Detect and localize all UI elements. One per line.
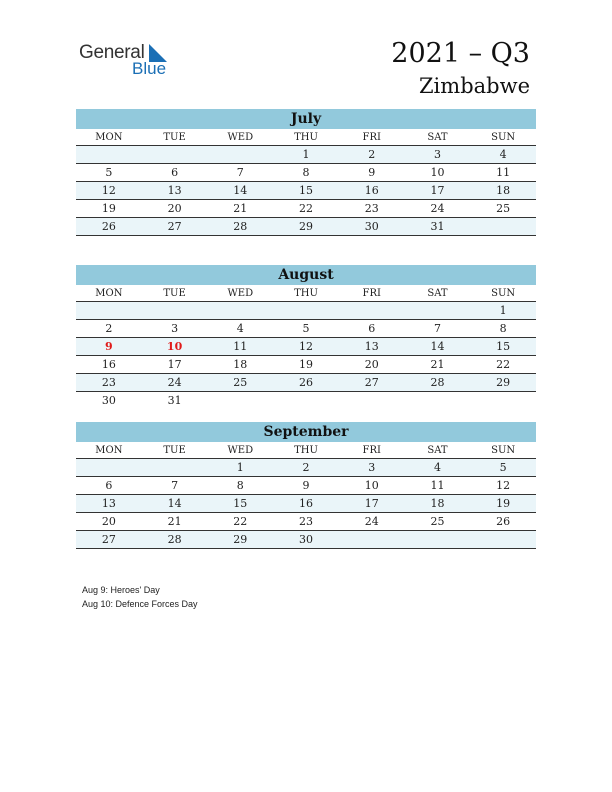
weekday-label: MON [95,132,123,143]
week-row [76,182,536,200]
day-cell: 27 [101,533,116,546]
weekday-label: FRI [362,445,381,456]
day-cell: 10 [430,166,445,179]
weekday-label: SUN [491,132,516,143]
week-row [76,356,536,374]
day-cell: 15 [496,340,511,353]
day-cell: 5 [302,322,310,335]
empty-day-cell [76,146,142,163]
day-cell: 8 [236,479,244,492]
day-cell: 20 [167,202,182,215]
weekday-label: SAT [427,445,448,456]
week-row [76,531,536,549]
empty-day-cell [142,302,208,319]
week-row [76,218,536,236]
week-row [76,338,536,356]
day-cell: 3 [433,148,441,161]
day-cell: 29 [233,533,248,546]
day-cell: 16 [299,497,314,510]
day-cell: 24 [167,376,182,389]
day-cell: 20 [101,515,116,528]
month-calendar-september [76,422,536,549]
empty-day-cell [273,392,339,409]
day-cell: 22 [299,202,314,215]
day-cell: 17 [430,184,445,197]
day-cell: 4 [499,148,507,161]
day-cell: 7 [171,479,179,492]
day-cell: 4 [236,322,244,335]
day-cell: 9 [302,479,310,492]
day-cell: 29 [496,376,511,389]
empty-day-cell [142,459,208,476]
day-cell: 2 [368,148,376,161]
weekday-label: WED [227,288,254,299]
weekday-label: TUE [163,132,186,143]
day-cell: 16 [101,358,116,371]
empty-day-cell [339,302,405,319]
day-cell: 12 [299,340,314,353]
day-cell: 1 [499,304,507,317]
week-row [76,200,536,218]
weekday-label: WED [227,132,254,143]
weekday-label: MON [95,445,123,456]
day-cell: 3 [368,461,376,474]
day-cell: 21 [430,358,445,371]
day-cell: 22 [233,515,248,528]
day-cell: 29 [299,220,314,233]
day-cell: 12 [496,479,511,492]
week-row [76,374,536,392]
weekday-header-row [76,129,536,146]
weekday-label: SAT [427,132,448,143]
weekday-label: THU [294,288,318,299]
weekday-label: SUN [491,288,516,299]
weekday-header-row [76,285,536,302]
day-cell: 18 [430,497,445,510]
day-cell: 14 [430,340,445,353]
month-title: July [76,109,536,129]
weekday-label: TUE [163,445,186,456]
empty-day-cell [470,218,536,235]
day-cell: 8 [302,166,310,179]
week-row [76,459,536,477]
weekday-label: FRI [362,132,381,143]
day-cell: 7 [236,166,244,179]
empty-day-cell [405,392,471,409]
month-title: August [76,265,536,285]
empty-day-cell [207,392,273,409]
day-cell: 19 [496,497,511,510]
day-cell: 18 [496,184,511,197]
empty-day-cell [339,392,405,409]
day-cell: 27 [167,220,182,233]
empty-day-cell [76,459,142,476]
day-cell: 24 [430,202,445,215]
weekday-label: SAT [427,288,448,299]
week-row [76,146,536,164]
day-cell: 22 [496,358,511,371]
weekday-label: MON [95,288,123,299]
weekday-label: THU [294,445,318,456]
day-cell: 1 [302,148,310,161]
day-cell: 24 [364,515,379,528]
day-cell: 11 [430,479,445,492]
day-cell: 12 [101,184,116,197]
day-cell: 31 [167,394,182,407]
day-cell: 30 [299,533,314,546]
day-cell: 25 [430,515,445,528]
empty-day-cell [207,146,273,163]
day-cell: 26 [101,220,116,233]
day-cell: 21 [167,515,182,528]
weekday-label: TUE [163,288,186,299]
week-row [76,320,536,338]
empty-day-cell [405,302,471,319]
month-calendar-july [76,109,536,236]
day-cell: 5 [499,461,507,474]
day-cell: 9 [368,166,376,179]
day-cell: 8 [499,322,507,335]
day-cell: 18 [233,358,248,371]
day-cell: 10 [364,479,379,492]
day-cell: 2 [105,322,113,335]
day-cell: 5 [105,166,113,179]
empty-day-cell [142,146,208,163]
day-cell: 15 [299,184,314,197]
week-row [76,302,536,320]
empty-day-cell [470,392,536,409]
holiday-note: Aug 10: Defence Forces Day [82,599,198,609]
day-cell: 25 [233,376,248,389]
day-cell: 25 [496,202,511,215]
weekday-label: FRI [362,288,381,299]
day-cell: 28 [233,220,248,233]
day-cell: 19 [101,202,116,215]
day-cell: 9 [105,340,113,353]
month-title: September [76,422,536,442]
day-cell: 19 [299,358,314,371]
day-cell: 10 [166,340,183,353]
week-row [76,495,536,513]
week-row [76,392,536,409]
weekday-label: THU [294,132,318,143]
empty-day-cell [273,302,339,319]
day-cell: 4 [433,461,441,474]
day-cell: 23 [364,202,379,215]
generalblue-logo [79,40,179,80]
day-cell: 13 [101,497,116,510]
empty-day-cell [470,531,536,548]
day-cell: 6 [105,479,113,492]
day-cell: 2 [302,461,310,474]
day-cell: 27 [364,376,379,389]
day-cell: 11 [233,340,248,353]
weekday-header-row [76,442,536,459]
day-cell: 23 [101,376,116,389]
page-title: 2021 – Q3 [391,38,530,69]
weekday-label: WED [227,445,254,456]
day-cell: 28 [430,376,445,389]
country-name: Zimbabwe [418,74,530,98]
day-cell: 21 [233,202,248,215]
day-cell: 30 [101,394,116,407]
empty-day-cell [207,302,273,319]
day-cell: 3 [171,322,179,335]
logo-general-text: General [79,42,145,63]
holiday-notes [82,583,198,611]
weekday-label: SUN [491,445,516,456]
week-row [76,513,536,531]
day-cell: 13 [167,184,182,197]
holiday-note: Aug 9: Heroes' Day [82,585,160,595]
day-cell: 17 [364,497,379,510]
day-cell: 26 [496,515,511,528]
day-cell: 17 [167,358,182,371]
empty-day-cell [76,302,142,319]
day-cell: 15 [233,497,248,510]
empty-day-cell [339,531,405,548]
day-cell: 31 [430,220,445,233]
month-calendar-august [76,265,536,409]
day-cell: 20 [364,358,379,371]
day-cell: 16 [364,184,379,197]
day-cell: 1 [236,461,244,474]
day-cell: 6 [171,166,179,179]
logo-blue-text: Blue [132,59,167,78]
day-cell: 14 [167,497,182,510]
day-cell: 11 [496,166,511,179]
week-row [76,477,536,495]
day-cell: 13 [364,340,379,353]
day-cell: 28 [167,533,182,546]
day-cell: 6 [368,322,376,335]
day-cell: 7 [433,322,441,335]
day-cell: 30 [364,220,379,233]
empty-day-cell [405,531,471,548]
day-cell: 14 [233,184,248,197]
day-cell: 23 [299,515,314,528]
day-cell: 26 [299,376,314,389]
week-row [76,164,536,182]
